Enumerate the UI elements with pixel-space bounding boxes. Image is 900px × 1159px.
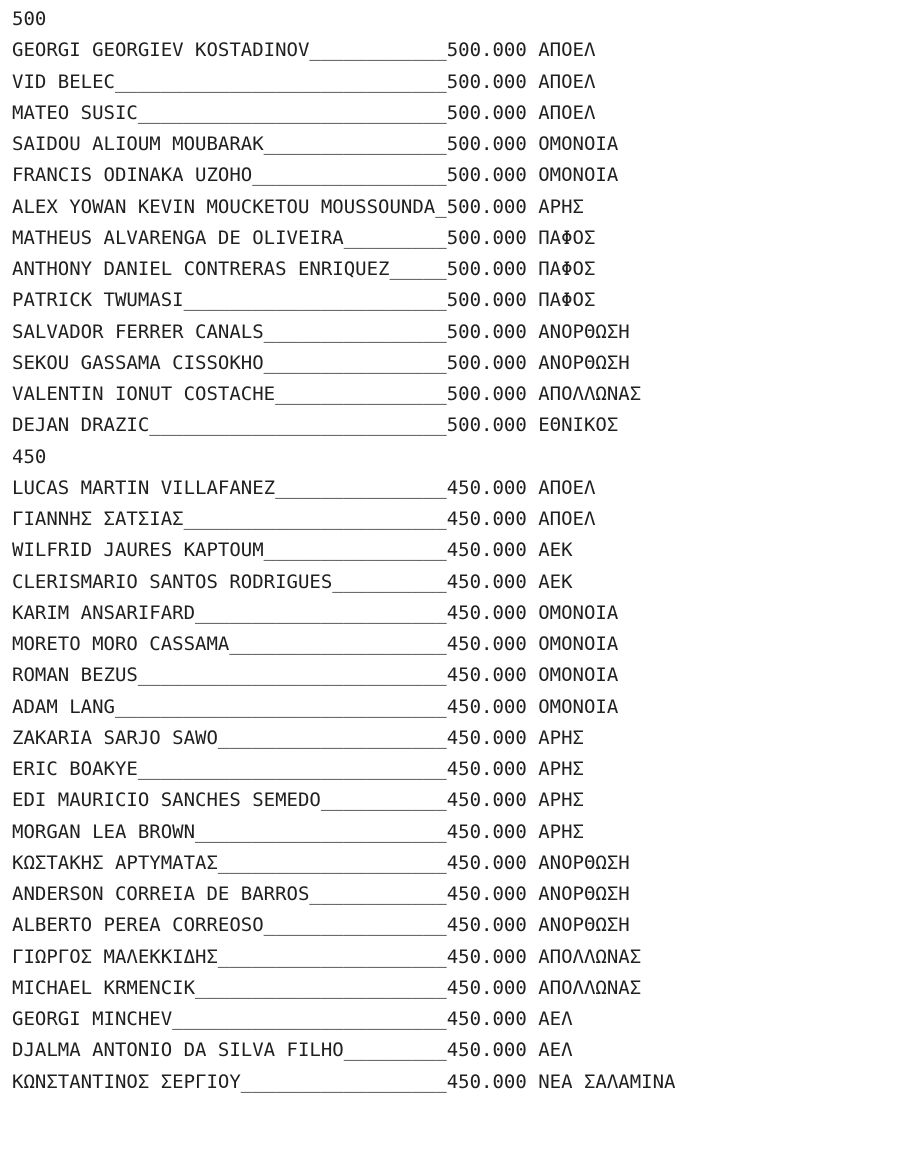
club-name: ΑΡΗΣ [538, 789, 584, 812]
leader-underscores: ________________ [263, 351, 447, 374]
player-row [12, 942, 896, 973]
player-row [12, 692, 896, 723]
leader-underscores: _______________ [275, 383, 447, 405]
club-name: ΑΠΟΕΛ [538, 70, 596, 93]
group-header: 450 [12, 445, 47, 468]
player-row [12, 504, 896, 535]
player-name: DJALMA ANTONIO DA SILVA FILHO [12, 1039, 344, 1062]
leader-underscores: ___________________________ [137, 101, 447, 124]
leader-underscores: ____________ [309, 39, 447, 62]
salary-amount: 500.000 [446, 101, 527, 124]
leader-underscores: ____________________ [217, 945, 447, 968]
club-name: ΑΡΗΣ [538, 820, 584, 843]
player-row [12, 379, 896, 410]
player-row [12, 160, 896, 191]
player-name: MATEO SUSIC [12, 101, 138, 124]
player-row [12, 285, 896, 316]
salary-amount: 500.000 [446, 39, 527, 62]
leader-underscores: _____________________________ [114, 70, 447, 93]
salary-amount: 500.000 [446, 133, 527, 155]
player-name: MORETO MORO CASSAMA [12, 633, 230, 655]
player-name: CLERISMARIO SANTOS RODRIGUES [12, 570, 333, 593]
leader-underscores: _______________________ [183, 289, 447, 312]
leader-underscores: ___________________ [229, 633, 447, 655]
club-name: ΠΑΦΟΣ [538, 226, 596, 249]
club-name: ΕΘΝΙΚΟΣ [538, 414, 619, 437]
salary-amount: 450.000 [446, 601, 527, 624]
player-name: GEORGI MINCHEV [12, 1008, 173, 1030]
player-name: VALENTIN IONUT COSTACHE [12, 383, 276, 405]
club-name: ΑΕΛ [538, 1039, 573, 1062]
leader-underscores: ____________ [309, 883, 447, 905]
salary-amount: 450.000 [446, 695, 527, 718]
salary-amount: 450.000 [446, 789, 527, 812]
salary-amount: 450.000 [446, 539, 527, 562]
salary-amount: 500.000 [446, 320, 527, 343]
player-row [12, 535, 896, 566]
player-row [12, 598, 896, 629]
player-row [12, 785, 896, 816]
club-name: ΑΠΟΕΛ [538, 101, 596, 124]
club-name: ΟΜΟΝΟΙΑ [538, 133, 619, 155]
club-name: ΑΠΟΛΛΩΝΑΣ [538, 976, 642, 999]
salary-amount: 450.000 [446, 508, 527, 530]
player-row [12, 1004, 896, 1035]
leader-underscores: _______________ [275, 476, 447, 499]
player-name: ROMAN BEZUS [12, 664, 138, 687]
leader-underscores: _ [435, 195, 447, 218]
club-name: ΟΜΟΝΟΙΑ [538, 601, 619, 624]
club-name: ΟΜΟΝΟΙΑ [538, 695, 619, 718]
salary-amount: 450.000 [446, 1008, 527, 1030]
club-name: ΠΑΦΟΣ [538, 258, 596, 280]
club-name: ΑΕΚ [538, 570, 573, 593]
player-name: ALBERTO PEREA CORREOSO [12, 914, 264, 937]
player-name: ΓΙΑΝΝΗΣ ΣΑΤΣΙΑΣ [12, 508, 184, 530]
player-name: ANTHONY DANIEL CONTRERAS ENRIQUEZ [12, 258, 390, 280]
player-name: KARIM ANSARIFARD [12, 601, 196, 624]
club-name: ΟΜΟΝΟΙΑ [538, 664, 619, 687]
group-header: 500 [12, 8, 47, 30]
player-name: MICHAEL KRMENCIK [12, 976, 196, 999]
player-row [12, 317, 896, 348]
player-name: MATHEUS ALVARENGA DE OLIVEIRA [12, 226, 344, 249]
salary-amount: 500.000 [446, 258, 527, 280]
salary-amount: 450.000 [446, 976, 527, 999]
player-name: SEKOU GASSAMA CISSOKHO [12, 351, 264, 374]
leader-underscores: __________________ [240, 1070, 447, 1093]
player-name: WILFRID JAURES KAPTOUM [12, 539, 264, 562]
club-name: ΠΑΦΟΣ [538, 289, 596, 312]
club-name: ΑΠΟΕΛ [538, 39, 596, 62]
salary-amount: 500.000 [446, 195, 527, 218]
player-name: MORGAN LEA BROWN [12, 820, 196, 843]
club-name: ΝΕΑ ΣΑΛΑΜΙΝΑ [538, 1070, 676, 1093]
player-name: SAIDOU ALIOUM MOUBARAK [12, 133, 264, 155]
leader-underscores: ________________ [263, 539, 447, 562]
player-name: ERIC BOAKYE [12, 758, 138, 780]
club-name: ΑΠΟΛΛΩΝΑΣ [538, 383, 642, 405]
salary-amount: 500.000 [446, 351, 527, 374]
club-name: ΑΕΚ [538, 539, 573, 562]
club-name: ΑΡΗΣ [538, 726, 584, 749]
player-row [12, 348, 896, 379]
leader-underscores: _____ [389, 258, 447, 280]
player-row [12, 98, 896, 129]
player-row [12, 567, 896, 598]
player-name: ZAKARIA SARJO SAWO [12, 726, 218, 749]
player-row [12, 660, 896, 691]
salary-amount: 450.000 [446, 726, 527, 749]
salary-amount: 450.000 [446, 851, 527, 874]
club-name: ΑΝΟΡΘΩΣΗ [538, 351, 630, 374]
player-name: GEORGI GEORGIEV KOSTADINOV [12, 39, 310, 62]
player-row [12, 817, 896, 848]
club-name: ΑΡΗΣ [538, 758, 584, 780]
player-name: SALVADOR FERRER CANALS [12, 320, 264, 343]
club-name: ΑΝΟΡΘΩΣΗ [538, 883, 630, 905]
player-row [12, 629, 896, 660]
player-name: FRANCIS ODINAKA UZOHO [12, 164, 253, 187]
leader-underscores: ______________________ [195, 820, 447, 843]
leader-underscores: _____________________________ [114, 695, 447, 718]
salary-list [12, 4, 896, 1098]
player-row [12, 723, 896, 754]
club-name: ΑΠΟΕΛ [538, 476, 596, 499]
leader-underscores: ________________________ [172, 1008, 447, 1030]
salary-amount: 450.000 [446, 883, 527, 905]
salary-amount: 450.000 [446, 633, 527, 655]
player-name: ANDERSON CORREIA DE BARROS [12, 883, 310, 905]
leader-underscores: __________________________ [149, 414, 447, 437]
leader-underscores: __________ [332, 570, 447, 593]
player-row [12, 754, 896, 785]
player-row [12, 973, 896, 1004]
salary-amount: 450.000 [446, 1039, 527, 1062]
leader-underscores: ______________________ [195, 976, 447, 999]
club-name: ΑΠΟΛΛΩΝΑΣ [538, 945, 642, 968]
player-row [12, 67, 896, 98]
salary-amount: 450.000 [446, 914, 527, 937]
leader-underscores: ___________ [320, 789, 447, 812]
player-name: ADAM LANG [12, 695, 115, 718]
player-name: LUCAS MARTIN VILLAFANEZ [12, 476, 276, 499]
leader-underscores: ___________________________ [137, 758, 447, 780]
club-name: ΑΕΛ [538, 1008, 573, 1030]
player-name: ALEX YOWAN KEVIN MOUCKETOU MOUSSOUNDA [12, 195, 436, 218]
leader-underscores: ______________________ [195, 601, 447, 624]
salary-amount: 450.000 [446, 476, 527, 499]
player-name: EDI MAURICIO SANCHES SEMEDO [12, 789, 321, 812]
club-name: ΑΝΟΡΘΩΣΗ [538, 851, 630, 874]
club-name: ΑΡΗΣ [538, 195, 584, 218]
player-name: VID BELEC [12, 70, 115, 93]
player-row [12, 410, 896, 441]
player-row [12, 910, 896, 941]
salary-amount: 450.000 [446, 664, 527, 687]
leader-underscores: _________________ [252, 164, 447, 187]
salary-amount: 500.000 [446, 383, 527, 405]
player-row [12, 223, 896, 254]
player-row [12, 848, 896, 879]
player-name: ΚΩΝΣΤΑΝΤΙΝΟΣ ΣΕΡΓΙΟΥ [12, 1070, 241, 1093]
leader-underscores: _________ [343, 226, 447, 249]
player-row [12, 879, 896, 910]
salary-amount: 450.000 [446, 945, 527, 968]
leader-underscores: ___________________________ [137, 664, 447, 687]
player-name: DEJAN DRAZIC [12, 414, 150, 437]
player-row [12, 473, 896, 504]
player-name: PATRICK TWUMASI [12, 289, 184, 312]
leader-underscores: ________________ [263, 914, 447, 937]
salary-amount: 500.000 [446, 414, 527, 437]
player-row [12, 254, 896, 285]
player-row [12, 129, 896, 160]
club-name: ΑΝΟΡΘΩΣΗ [538, 914, 630, 937]
salary-amount: 500.000 [446, 289, 527, 312]
player-row [12, 192, 896, 223]
player-row [12, 35, 896, 66]
salary-amount: 450.000 [446, 820, 527, 843]
leader-underscores: ________________ [263, 133, 447, 155]
player-name: ΚΩΣΤΑΚΗΣ ΑΡΤΥΜΑΤΑΣ [12, 851, 218, 874]
leader-underscores: _________ [343, 1039, 447, 1062]
leader-underscores: ________________ [263, 320, 447, 343]
club-name: ΑΠΟΕΛ [538, 508, 596, 530]
player-row [12, 1067, 896, 1098]
leader-underscores: _______________________ [183, 508, 447, 530]
leader-underscores: ____________________ [217, 726, 447, 749]
club-name: ΑΝΟΡΘΩΣΗ [538, 320, 630, 343]
salary-amount: 500.000 [446, 226, 527, 249]
salary-amount: 500.000 [446, 164, 527, 187]
salary-amount: 500.000 [446, 70, 527, 93]
salary-amount: 450.000 [446, 570, 527, 593]
leader-underscores: ____________________ [217, 851, 447, 874]
player-name: ΓΙΩΡΓΟΣ ΜΑΛΕΚΚΙΔΗΣ [12, 945, 218, 968]
salary-amount: 450.000 [446, 1070, 527, 1093]
salary-amount: 450.000 [446, 758, 527, 780]
club-name: ΟΜΟΝΟΙΑ [538, 633, 619, 655]
player-row [12, 1035, 896, 1066]
club-name: ΟΜΟΝΟΙΑ [538, 164, 619, 187]
